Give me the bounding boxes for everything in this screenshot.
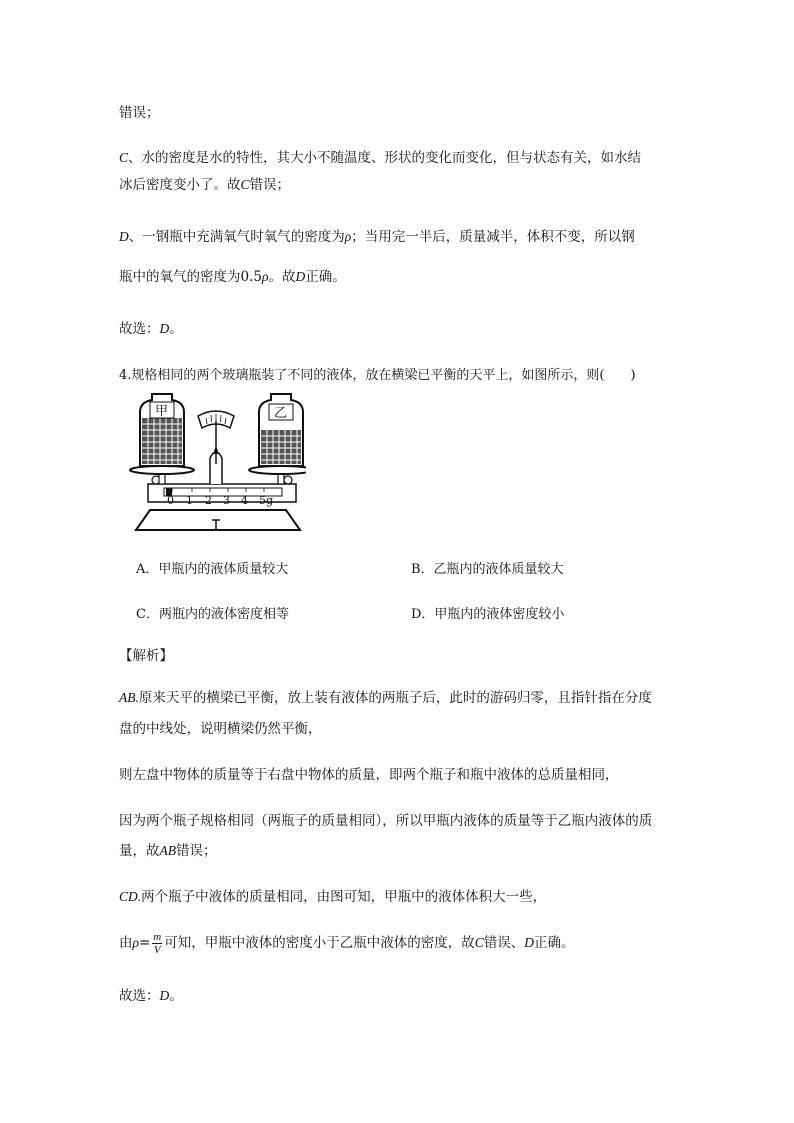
text-span: C bbox=[119, 150, 129, 165]
text-span: 。 bbox=[169, 321, 183, 337]
bottle-label-jia: 甲 bbox=[155, 404, 169, 419]
text-span: 错误、 bbox=[483, 935, 525, 951]
text-span: D bbox=[295, 269, 306, 284]
pan-right bbox=[249, 466, 306, 474]
text-span: ρ bbox=[261, 269, 269, 284]
text-span: 原来天平的横梁已平衡，放上装有液体的两瓶子后，此时的游码归零，且指针指在分度 bbox=[138, 690, 652, 706]
text-span: 正确。 bbox=[305, 269, 346, 285]
balance-scale-illustration bbox=[126, 388, 306, 538]
text-span: 由 bbox=[119, 935, 133, 951]
option-a: A．甲瓶内的液体质量较大 bbox=[136, 562, 289, 577]
text-line bbox=[119, 268, 346, 286]
text-span: = bbox=[138, 935, 151, 951]
density-fraction bbox=[152, 931, 162, 956]
bottle-left bbox=[140, 394, 184, 466]
text-span: ρ bbox=[132, 935, 139, 950]
scale-label: 0 bbox=[167, 494, 174, 507]
pointer-tip bbox=[213, 446, 219, 454]
fraction-numerator: m bbox=[153, 931, 162, 943]
text-span: 瓶中的氧气的密度为 bbox=[119, 269, 241, 285]
text-span: 错误； bbox=[176, 843, 217, 859]
text-span: 0.5 bbox=[240, 269, 262, 285]
text-span: 可知，甲瓶中液体的密度小于乙瓶中液体的密度，故 bbox=[164, 935, 475, 951]
text-line bbox=[119, 228, 635, 246]
question-stem: 4.规格相同的两个玻璃瓶装了不同的液体，放在横梁已平衡的天平上，如图所示，则( ) bbox=[119, 368, 636, 383]
text-span: D bbox=[524, 935, 535, 950]
text-line bbox=[119, 987, 183, 1005]
formula-line bbox=[119, 930, 575, 956]
scale-label: 1 bbox=[186, 494, 193, 507]
text-span: 。故 bbox=[268, 269, 296, 285]
text-span: 正确。 bbox=[534, 935, 575, 951]
balance-nut-right bbox=[284, 476, 292, 484]
option-b: B．乙瓶内的液体质量较大 bbox=[411, 562, 564, 577]
text-span: C bbox=[240, 177, 250, 192]
text-span: 错误； bbox=[249, 177, 291, 193]
option-c: C．两瓶内的液体密度相等 bbox=[136, 607, 289, 622]
text-span: 。 bbox=[169, 988, 183, 1004]
text-span: AB bbox=[159, 843, 176, 858]
scale-label: 5g bbox=[259, 494, 274, 507]
scale-label: 3 bbox=[223, 494, 230, 507]
text-span: AB. bbox=[119, 690, 139, 705]
text-span: 、水的密度是水的特性，其大小不随温度、形状的变化而变化，但与状态有关，如水结 bbox=[128, 150, 642, 166]
text-span: 两个瓶子中液体的质量相同，由图可知，甲瓶中的液体体积大一些， bbox=[141, 889, 547, 905]
bottle-right bbox=[259, 394, 303, 466]
text-line bbox=[119, 320, 183, 338]
bottle-label-yi: 乙 bbox=[274, 406, 288, 421]
text-span: 故选： bbox=[119, 321, 160, 337]
text-line: 因为两个瓶子规格相同（两瓶子的质量相同），所以甲瓶内液体的质量等于乙瓶内液体的质 bbox=[119, 813, 653, 829]
text-line bbox=[119, 104, 160, 122]
text-span: CD. bbox=[119, 889, 142, 904]
text-line bbox=[119, 842, 217, 860]
text-line bbox=[119, 888, 546, 906]
fraction-denominator: V bbox=[153, 944, 161, 956]
text-span: D bbox=[119, 229, 129, 244]
text-line bbox=[119, 149, 641, 167]
analysis-heading: 【解析】 bbox=[119, 648, 173, 664]
text-span: D bbox=[159, 321, 170, 336]
text-line bbox=[119, 689, 652, 707]
text-span: ρ bbox=[344, 229, 352, 244]
scale-label: 4 bbox=[241, 494, 248, 507]
text-span: 量，故 bbox=[119, 843, 160, 859]
text-line: 盘的中线处，说明横梁仍然平衡， bbox=[119, 721, 322, 737]
pan-left bbox=[130, 466, 194, 474]
text-span: 冰后密度变小了。故 bbox=[119, 177, 241, 193]
text-span: 、一钢瓶中充满氧气时氧气的密度为 bbox=[128, 229, 345, 245]
scale-label: 2 bbox=[205, 494, 212, 507]
text-line bbox=[119, 176, 290, 194]
text-span: ；当用完一半后，质量减半，体积不变，所以钢 bbox=[351, 229, 635, 245]
text-span: 错误； bbox=[119, 105, 160, 121]
balance-figure bbox=[126, 388, 306, 538]
text-line: 则左盘中物体的质量等于右盘中物体的质量，即两个瓶子和瓶中液体的总质量相同， bbox=[119, 767, 619, 783]
text-span: D bbox=[159, 988, 170, 1003]
option-d: D．甲瓶内的液体密度较小 bbox=[411, 607, 565, 622]
text-span: C bbox=[474, 935, 484, 950]
text-span: 故选： bbox=[119, 988, 160, 1004]
